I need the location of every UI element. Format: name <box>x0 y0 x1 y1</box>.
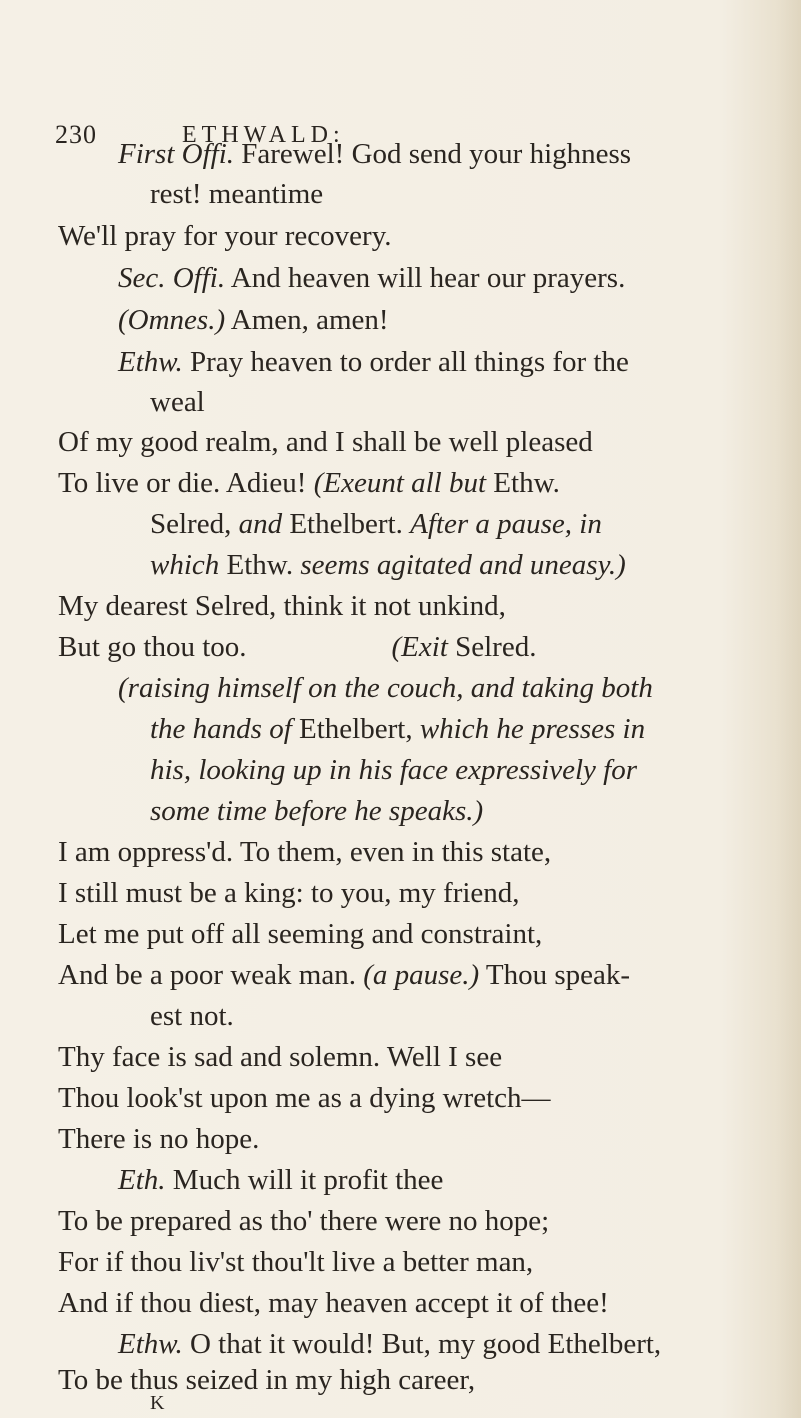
text-line: Sec. Offi. And heaven will hear our prayers. <box>118 262 626 294</box>
text-line: Let me put off all seeming and constraint, <box>58 918 543 950</box>
text-line: For if thou liv'st thou'lt live a better man, <box>58 1246 534 1278</box>
page-number: 230 <box>55 120 97 149</box>
text-line: (Omnes.) Amen, amen! <box>118 304 389 336</box>
running-title: ETHWALD: <box>182 122 345 148</box>
signature-mark: K <box>150 1392 165 1414</box>
text-line: Ethw. O that it would! But, my good Ethelbert, <box>118 1328 662 1360</box>
text-line: There is no hope. <box>58 1123 260 1155</box>
text-line: We'll pray for your recovery. <box>58 220 392 252</box>
text-line: rest! meantime <box>150 178 324 210</box>
text-line: I am oppress'd. To them, even in this state, <box>58 836 552 868</box>
text-line: Thou look'st upon me as a dying wretch— <box>58 1082 551 1114</box>
text-line: est not. <box>150 1000 234 1032</box>
text-line: (raising himself on the couch, and taking both <box>118 672 653 704</box>
text-line: First Offi. Farewel! God send your highness <box>118 138 632 170</box>
text-line: his, looking up in his face expressively for <box>150 754 637 786</box>
text-line: Thy face is sad and solemn. Well I see <box>58 1041 503 1073</box>
text-line: To be prepared as tho' there were no hope; <box>58 1205 550 1237</box>
text-line: the hands of Ethelbert, which he presses in <box>150 713 646 745</box>
text-line: some time before he speaks.) <box>150 795 484 827</box>
text-line: To be thus seized in my high career, <box>58 1364 476 1396</box>
text-line: Eth. Much will it profit thee <box>118 1164 444 1196</box>
text-line: My dearest Selred, think it not unkind, <box>58 590 506 622</box>
text-line: Of my good realm, and I shall be well pleased <box>58 426 593 458</box>
text-line: Selred, and Ethelbert. After a pause, in <box>150 508 602 540</box>
text-line: To live or die. Adieu! (Exeunt all but Ethw. <box>58 467 560 499</box>
text-line: Ethw. Pray heaven to order all things for the <box>118 346 629 378</box>
text-line: And be a poor weak man. (a pause.) Thou speak- <box>58 959 631 991</box>
text-line: And if thou diest, may heaven accept it of thee! <box>58 1287 609 1319</box>
text-line: I still must be a king: to you, my friend, <box>58 877 520 909</box>
text-line: weal <box>150 386 205 418</box>
text-line: But go thou too. (Exit Selred. <box>58 631 537 663</box>
text-line: which Ethw. seems agitated and uneasy.) <box>150 549 626 581</box>
